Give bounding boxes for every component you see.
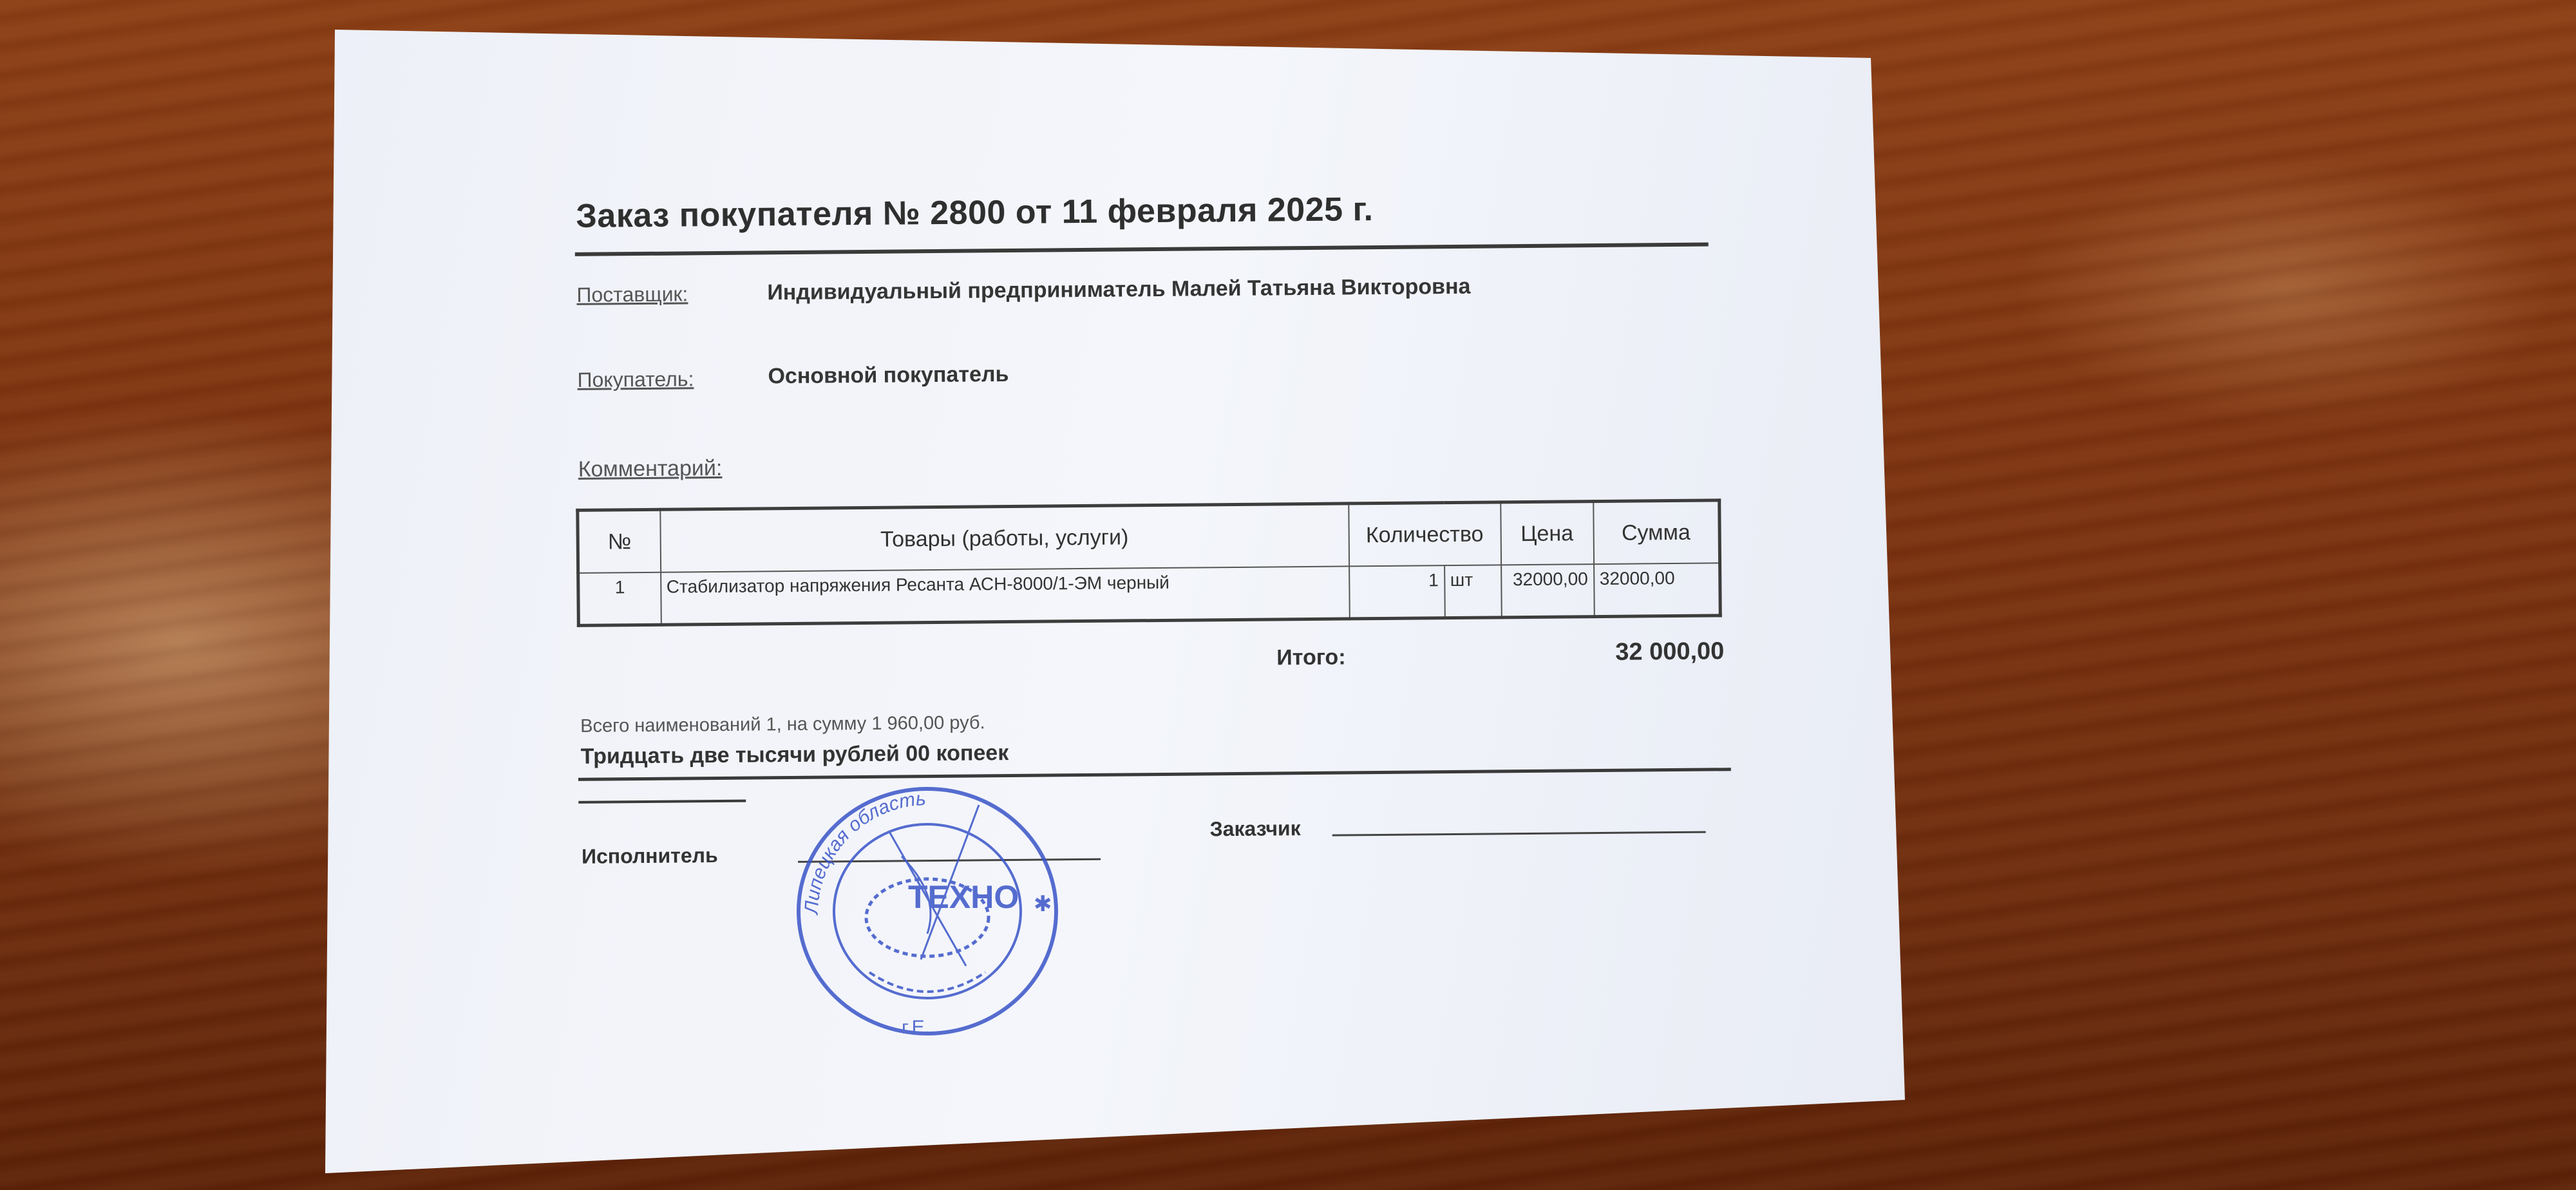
total-value: 32 000,00 bbox=[1615, 638, 1725, 666]
stamp-center-text: ТЕХНО bbox=[908, 879, 1019, 915]
header-sum: Сумма bbox=[1593, 500, 1720, 564]
amount-underline bbox=[578, 768, 1731, 781]
items-table bbox=[576, 498, 1722, 627]
row-unit: шт bbox=[1444, 565, 1502, 618]
customer-signature-line bbox=[1332, 831, 1706, 836]
header-goods: Товары (работы, услуги) bbox=[660, 504, 1349, 572]
table-header-row bbox=[578, 500, 1720, 573]
amount-in-words: Тридцать две тысячи рублей 00 копеек bbox=[580, 741, 1009, 769]
supplier-label: Поставщик: bbox=[576, 282, 688, 307]
buyer-label: Покупатель: bbox=[577, 367, 694, 392]
signature-divider bbox=[578, 800, 746, 804]
row-price: 32000,00 bbox=[1501, 564, 1595, 618]
order-document bbox=[567, 183, 1734, 1095]
total-label: Итого: bbox=[1276, 645, 1346, 670]
supplier-value: Индивидуальный предприниматель Малей Татьяна Викторовна bbox=[767, 274, 1471, 305]
stamp-ring-text: Липецкая область bbox=[800, 788, 927, 915]
row-product-name: Стабилизатор напряжения Ресанта АСН-8000/1-ЭМ черный bbox=[661, 566, 1350, 625]
stamp-bottom-text: г.Е... bbox=[902, 1017, 941, 1038]
stamp-star-icon: ✱ bbox=[1034, 892, 1052, 916]
header-price: Цена bbox=[1501, 502, 1594, 565]
document-title: Заказ покупателя № 2800 от 11 февраля 2025 г. bbox=[576, 191, 1374, 235]
title-underline bbox=[575, 243, 1709, 256]
row-quantity: 1 bbox=[1349, 565, 1445, 619]
table-row bbox=[578, 563, 1721, 625]
summary-line: Всего наименований 1, на сумму 1 960,00 руб. bbox=[580, 712, 985, 737]
header-quantity: Количество bbox=[1349, 502, 1501, 567]
row-number: 1 bbox=[578, 572, 661, 626]
company-stamp bbox=[773, 766, 1082, 1050]
row-sum: 32000,00 bbox=[1594, 563, 1721, 616]
header-number: № bbox=[578, 509, 661, 573]
customer-label: Заказчик bbox=[1209, 817, 1301, 841]
comment-label: Комментарий: bbox=[578, 455, 723, 482]
buyer-value: Основной покупатель bbox=[768, 362, 1009, 389]
executor-label: Исполнитель bbox=[581, 843, 718, 868]
